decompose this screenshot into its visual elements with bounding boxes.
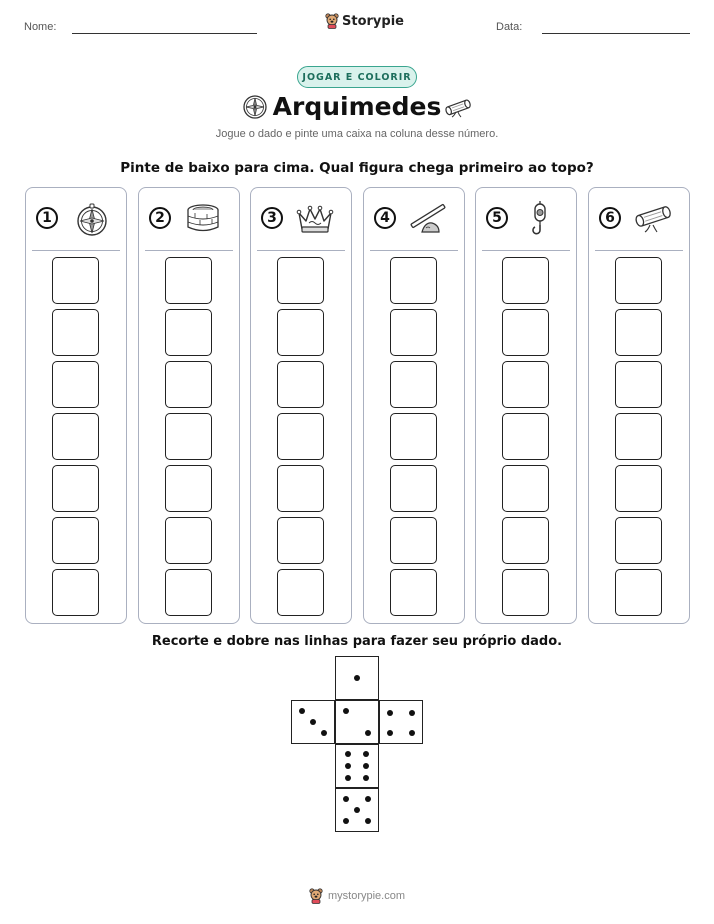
die-pip xyxy=(343,708,349,714)
date-line[interactable] xyxy=(542,33,690,34)
column-5 xyxy=(475,187,577,624)
column-number: 5 xyxy=(486,207,508,229)
color-box[interactable] xyxy=(502,569,549,616)
color-box[interactable] xyxy=(615,309,662,356)
column-number: 4 xyxy=(374,207,396,229)
page-subtitle: Jogue o dado e pinte uma caixa na coluna desse número. xyxy=(215,128,499,140)
color-box[interactable] xyxy=(615,465,662,512)
bear-mascot-icon xyxy=(325,13,339,29)
color-box[interactable] xyxy=(502,309,549,356)
color-box[interactable] xyxy=(615,569,662,616)
die-pip xyxy=(409,710,415,716)
color-box[interactable] xyxy=(52,309,99,356)
column-number: 2 xyxy=(149,207,171,229)
color-box[interactable] xyxy=(390,361,437,408)
die-pip xyxy=(343,796,349,802)
game-instruction: Pinte de baixo para cima. Qual figura chega primeiro ao topo? xyxy=(120,160,594,176)
color-box[interactable] xyxy=(390,413,437,460)
activity-badge: JOGAR E COLORIR xyxy=(297,66,417,88)
die-face-1 xyxy=(335,656,379,700)
die-pip xyxy=(345,775,351,781)
footer-url[interactable]: mystorypie.com xyxy=(327,890,406,902)
color-box[interactable] xyxy=(502,413,549,460)
die-face-5 xyxy=(335,788,379,832)
die-face-4 xyxy=(379,700,423,744)
color-box[interactable] xyxy=(52,257,99,304)
name-line[interactable] xyxy=(72,33,257,34)
scroll-icon xyxy=(444,96,474,118)
color-box[interactable] xyxy=(277,257,324,304)
color-box[interactable] xyxy=(390,465,437,512)
die-pip xyxy=(354,675,360,681)
color-box[interactable] xyxy=(165,517,212,564)
color-box[interactable] xyxy=(502,517,549,564)
die-pip xyxy=(310,719,316,725)
crown-icon xyxy=(295,201,335,237)
column-4 xyxy=(363,187,465,624)
lever-icon xyxy=(408,201,448,237)
die-pip xyxy=(387,730,393,736)
column-number: 3 xyxy=(261,207,283,229)
die-pip xyxy=(354,807,360,813)
column-1 xyxy=(25,187,127,624)
name-label: Nome: xyxy=(24,21,57,33)
die-pip xyxy=(365,796,371,802)
color-box[interactable] xyxy=(502,361,549,408)
die-pip xyxy=(365,730,371,736)
color-box[interactable] xyxy=(165,361,212,408)
footer xyxy=(300,886,414,906)
date-label: Data: xyxy=(496,21,523,33)
die-face-6 xyxy=(335,744,379,788)
compass-icon xyxy=(70,201,110,237)
color-box[interactable] xyxy=(502,257,549,304)
color-box[interactable] xyxy=(52,569,99,616)
dice-instruction: Recorte e dobre nas linhas para fazer seu próprio dado. xyxy=(151,634,563,649)
die-pip xyxy=(321,730,327,736)
die-pip xyxy=(387,710,393,716)
color-box[interactable] xyxy=(615,361,662,408)
color-box[interactable] xyxy=(277,413,324,460)
bear-mascot-icon xyxy=(309,888,323,904)
color-box[interactable] xyxy=(165,465,212,512)
column-number: 6 xyxy=(599,207,621,229)
die-pip xyxy=(345,763,351,769)
well-icon xyxy=(183,201,223,237)
color-box[interactable] xyxy=(390,517,437,564)
color-box[interactable] xyxy=(615,413,662,460)
color-box[interactable] xyxy=(165,309,212,356)
color-box[interactable] xyxy=(52,517,99,564)
die-pip xyxy=(363,763,369,769)
column-6 xyxy=(588,187,690,624)
column-number: 1 xyxy=(36,207,58,229)
die-pip xyxy=(343,818,349,824)
column-2 xyxy=(138,187,240,624)
color-box[interactable] xyxy=(277,569,324,616)
color-box[interactable] xyxy=(165,569,212,616)
die-pip xyxy=(365,818,371,824)
color-box[interactable] xyxy=(277,309,324,356)
die-pip xyxy=(299,708,305,714)
column-3 xyxy=(250,187,352,624)
die-pip xyxy=(409,730,415,736)
color-box[interactable] xyxy=(615,257,662,304)
color-box[interactable] xyxy=(165,257,212,304)
color-box[interactable] xyxy=(52,465,99,512)
die-pip xyxy=(363,775,369,781)
color-box[interactable] xyxy=(502,465,549,512)
die-face-3 xyxy=(291,700,335,744)
color-box[interactable] xyxy=(277,465,324,512)
pulley-icon xyxy=(520,201,560,237)
die-pip xyxy=(345,751,351,757)
color-box[interactable] xyxy=(390,569,437,616)
brand-logo xyxy=(325,13,404,29)
brand-name: Storypie xyxy=(342,13,404,29)
die-pip xyxy=(363,751,369,757)
color-box[interactable] xyxy=(390,309,437,356)
die-face-2 xyxy=(335,700,379,744)
color-box[interactable] xyxy=(52,361,99,408)
color-box[interactable] xyxy=(390,257,437,304)
color-box[interactable] xyxy=(277,517,324,564)
page-title: Arquimedes xyxy=(272,92,442,121)
scroll-icon xyxy=(633,201,673,237)
color-box[interactable] xyxy=(615,517,662,564)
color-box[interactable] xyxy=(277,361,324,408)
color-box[interactable] xyxy=(165,413,212,460)
color-box[interactable] xyxy=(52,413,99,460)
